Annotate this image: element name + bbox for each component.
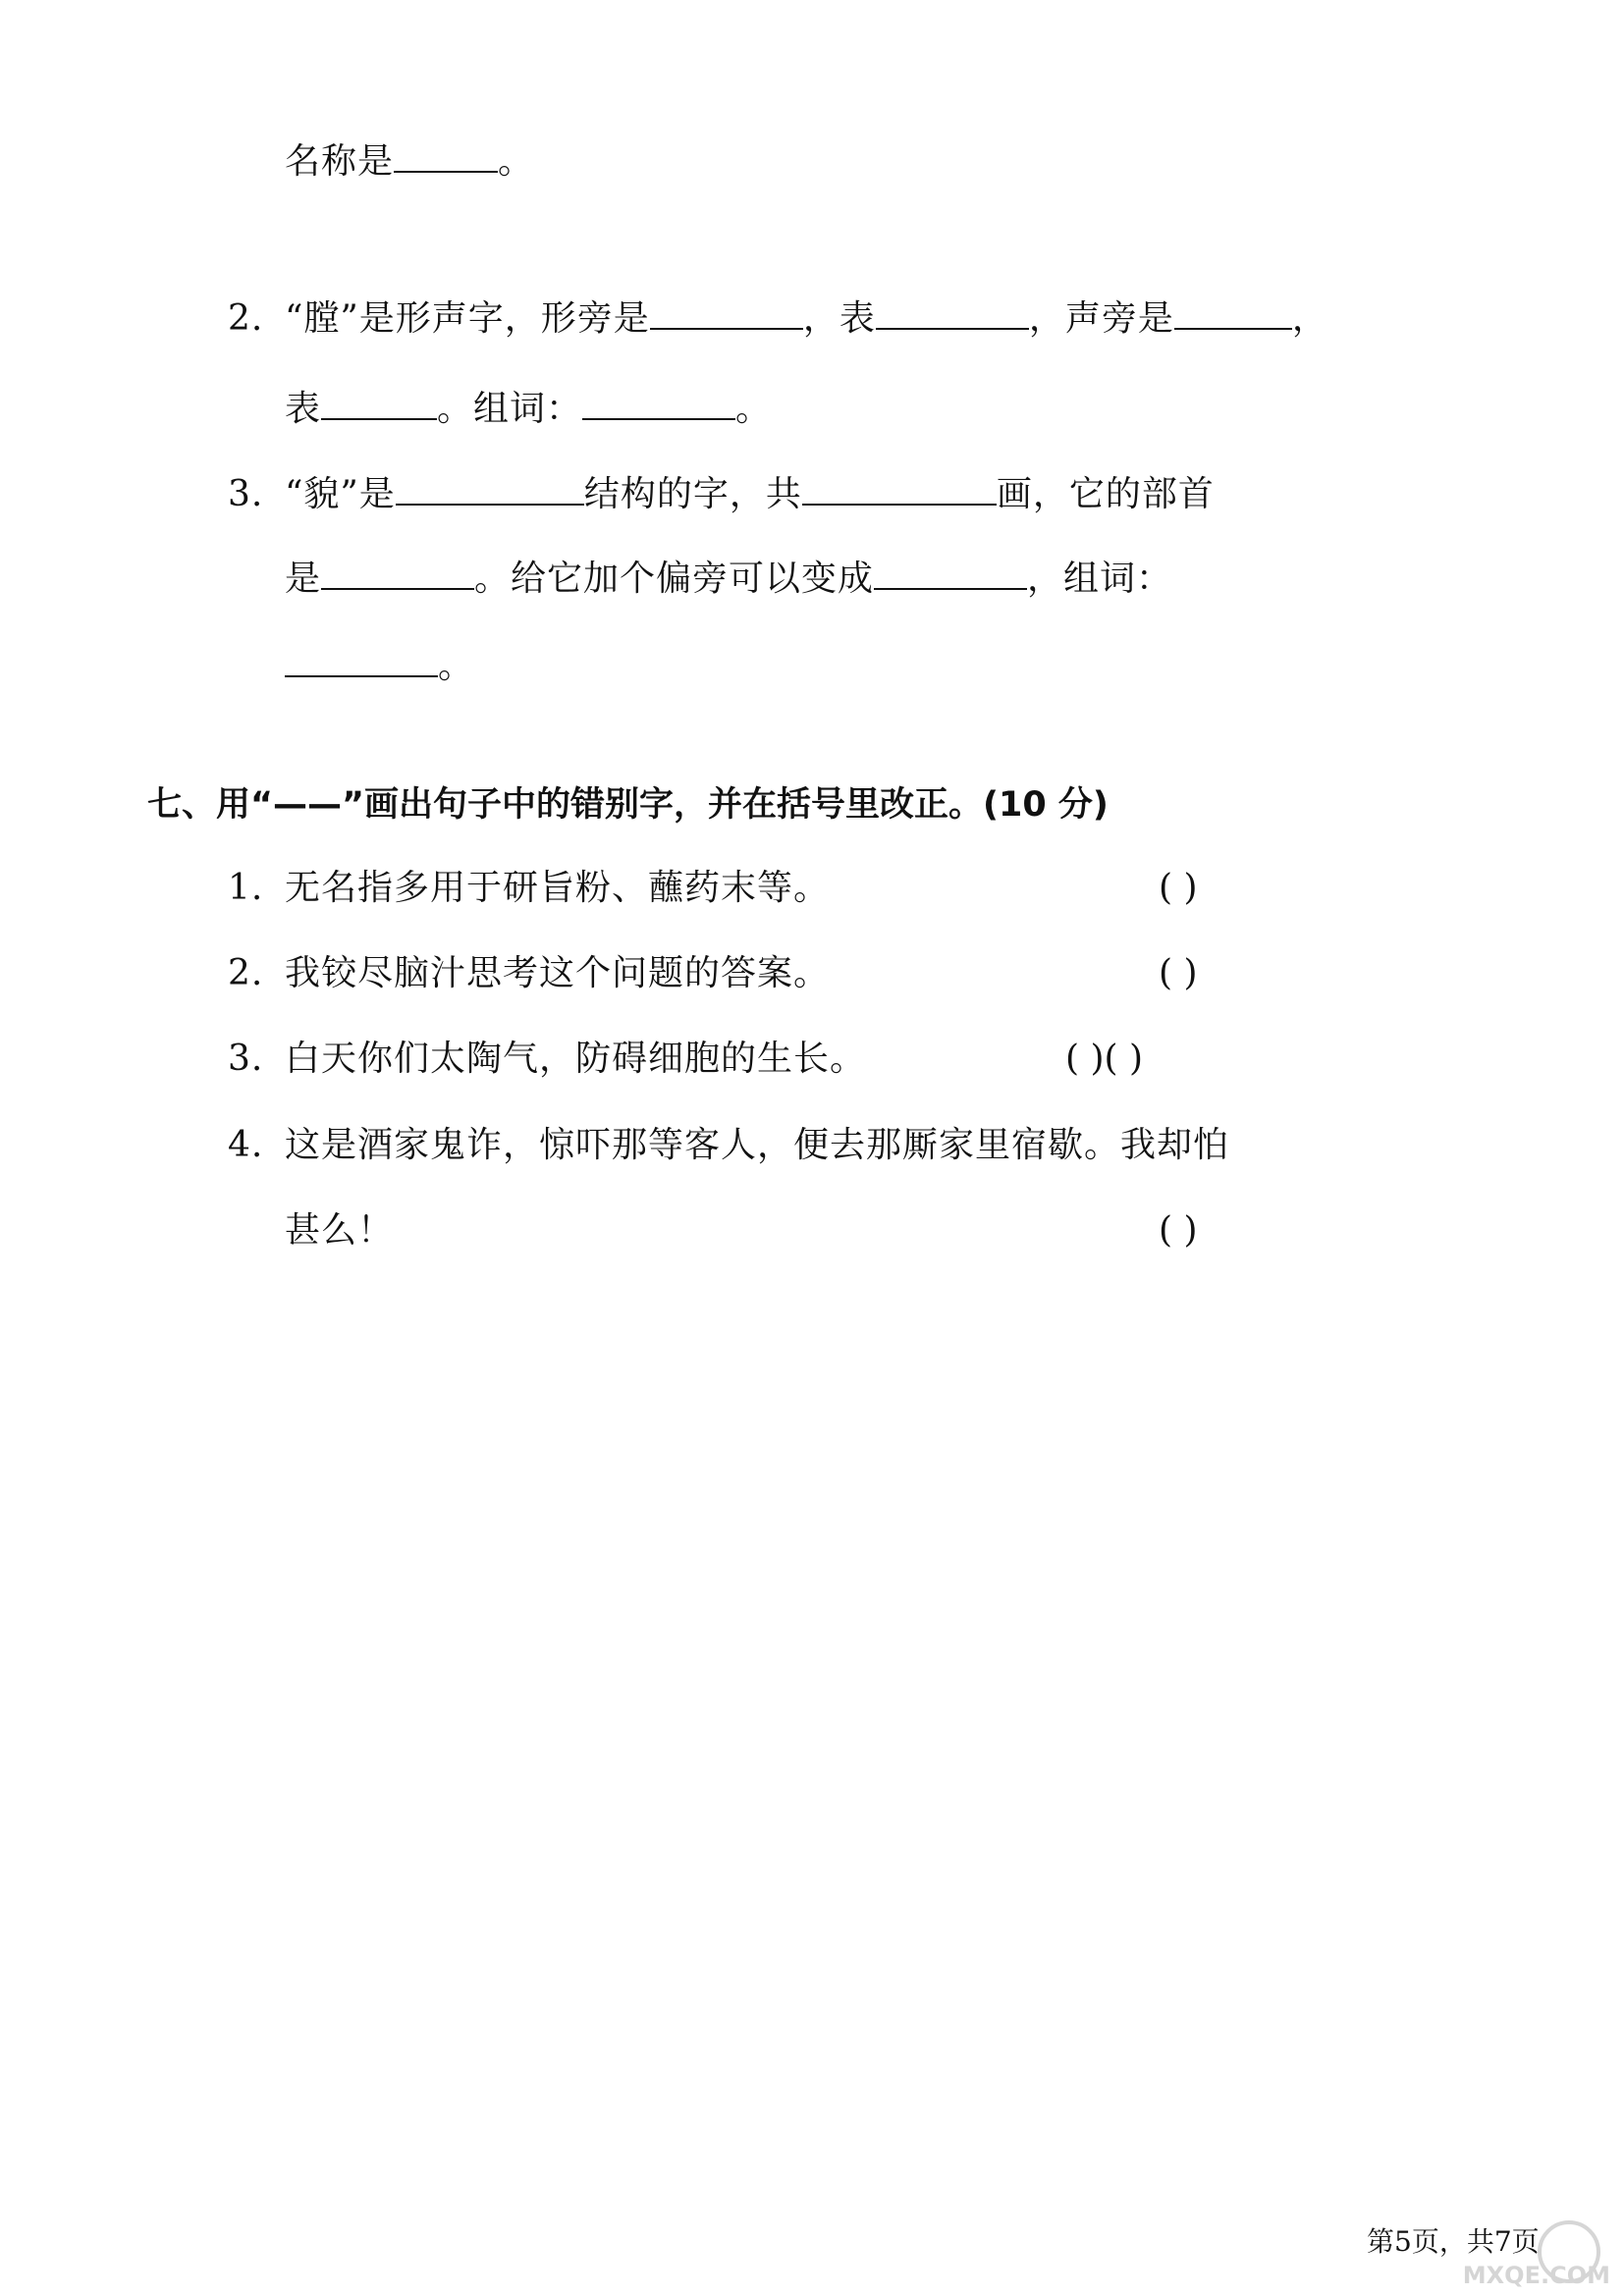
- answer-blank[interactable]: [876, 298, 1029, 330]
- answer-blank[interactable]: [874, 559, 1027, 590]
- q2-text-a: “膛”是形声字，形旁是: [285, 298, 650, 339]
- s7-item-2: [228, 952, 830, 995]
- answer-blank[interactable]: [285, 646, 438, 677]
- answer-blank[interactable]: [396, 474, 584, 506]
- answer-parentheses[interactable]: ( ): [1159, 953, 1198, 993]
- watermark-text: MXQE.COM: [1462, 2262, 1610, 2289]
- q2-text-c: ，声旁是: [1028, 298, 1174, 339]
- answer-blank[interactable]: [1174, 298, 1292, 330]
- q3-text-d: 是: [285, 559, 322, 599]
- s7-item-number: 1.: [228, 868, 264, 908]
- page-number: 第5页，共7页: [1367, 2225, 1540, 2258]
- q1-cont-end: 。: [498, 141, 535, 182]
- q2-number: 2.: [228, 298, 264, 339]
- q3-line3: [285, 645, 474, 688]
- q2-text-e: 表: [285, 389, 322, 429]
- s7-item-number: 4.: [228, 1125, 264, 1165]
- answer-blank[interactable]: [394, 141, 498, 173]
- answer-blank[interactable]: [321, 389, 437, 420]
- q1-continuation: [285, 140, 534, 184]
- q3-text-g: 。: [438, 646, 475, 686]
- s7-item-3: [228, 1038, 866, 1081]
- section-7-heading: 七、用“——”画出句子中的错别字，并在括号里改正。(10 分): [147, 785, 1109, 825]
- s7-item-4-cont: 甚么！: [285, 1210, 395, 1251]
- q2-text-f: 。组词：: [437, 389, 583, 429]
- s7-item-1: [228, 867, 830, 910]
- answer-blank[interactable]: [802, 474, 997, 506]
- q2-text-g: 。: [735, 389, 773, 429]
- s7-item-text: 我铰尽脑汁思考这个问题的答案。: [285, 953, 831, 993]
- answer-parentheses[interactable]: ( )( ): [1065, 1039, 1144, 1079]
- q3-text-b: 结构的字，共: [583, 474, 802, 514]
- q3-line1: [228, 473, 1215, 516]
- answer-blank[interactable]: [321, 559, 474, 590]
- q1-cont-text: 名称是: [285, 141, 395, 182]
- answer-blank[interactable]: [582, 389, 735, 420]
- s7-item-text: 无名指多用于研旨粉、蘸药末等。: [285, 868, 831, 908]
- answer-parentheses[interactable]: ( ): [1159, 1210, 1198, 1251]
- q3-line2: [285, 558, 1172, 601]
- q2-text-d: ，: [1291, 298, 1328, 339]
- s7-item-number: 2.: [228, 953, 264, 993]
- q2-text-b: ，表: [802, 298, 876, 339]
- s7-item-text: 白天你们太陶气，防碍细胞的生长。: [285, 1039, 867, 1079]
- q3-number: 3.: [228, 474, 264, 514]
- q2-line2: [285, 388, 772, 431]
- s7-item-4: [228, 1124, 1229, 1167]
- watermark: [1453, 2220, 1610, 2289]
- q3-text-c: 画，它的部首: [996, 474, 1215, 514]
- q2-line1: [228, 297, 1328, 341]
- answer-blank[interactable]: [650, 298, 803, 330]
- q3-text-f: ，组词：: [1027, 559, 1173, 599]
- q3-text-e: 。给它加个偏旁可以变成: [474, 559, 875, 599]
- q3-text-a: “貌”是: [285, 474, 396, 514]
- s7-item-number: 3.: [228, 1039, 264, 1079]
- s7-item-text: 这是酒家鬼诈，惊吓那等客人，便去那厮家里宿歇。我却怕: [285, 1125, 1230, 1165]
- answer-parentheses[interactable]: ( ): [1159, 868, 1198, 908]
